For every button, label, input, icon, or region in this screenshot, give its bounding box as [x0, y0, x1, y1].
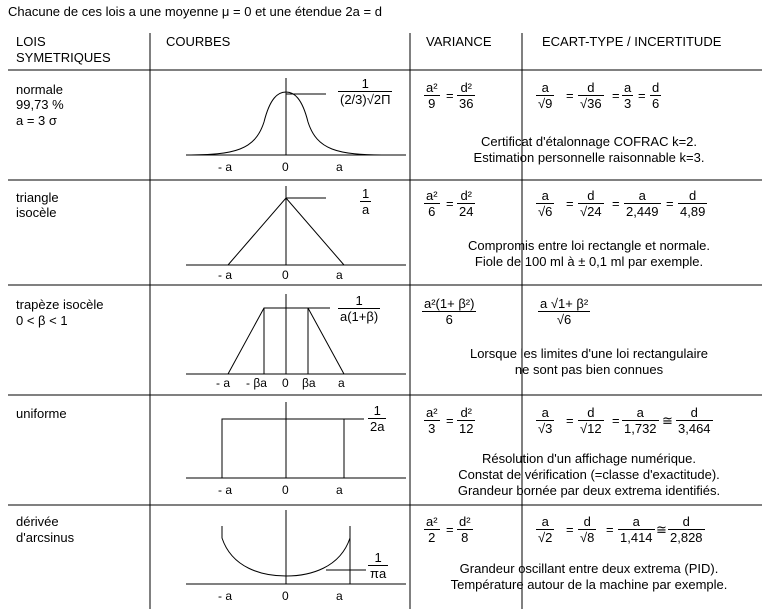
- std-frac: a √1+ β² √6: [540, 296, 589, 327]
- std-frac: a √6: [538, 188, 553, 219]
- tick-beta-a: βa: [302, 376, 316, 390]
- tick-minus-beta-a: - βa: [246, 376, 267, 390]
- variance-frac: d² 8: [459, 514, 471, 545]
- equals-sign: =: [666, 196, 674, 211]
- header-laws-2: SYMETRIQUES: [16, 50, 111, 65]
- equals-sign: =: [446, 196, 454, 211]
- note: Température autour de la machine par exemple.: [450, 577, 728, 592]
- variance-frac: a² 6: [426, 188, 438, 219]
- equals-sign: =: [566, 413, 574, 428]
- law-detail: 99,73 %: [16, 97, 64, 112]
- note: Constat de vérification (=classe d'exactitude).: [458, 467, 720, 482]
- variance-frac: d² 36: [459, 80, 474, 111]
- equals-sign: =: [566, 522, 574, 537]
- std-frac: a 2,449: [626, 188, 659, 219]
- std-frac: d 6: [652, 80, 660, 111]
- note: ne sont pas bien connues: [514, 362, 664, 377]
- equals-sign: =: [446, 413, 454, 428]
- law-detail: isocèle: [16, 205, 57, 220]
- law-name: uniforme: [16, 406, 67, 421]
- tick-zero: 0: [282, 160, 289, 174]
- std-frac: d √36: [580, 80, 602, 111]
- equals-sign: =: [638, 88, 646, 103]
- std-frac: a 1,414: [620, 514, 653, 545]
- std-frac: d 2,828: [670, 514, 703, 545]
- note: Fiole de 100 ml à ± 0,1 ml par exemple.: [474, 254, 704, 269]
- std-frac: a √9: [538, 80, 553, 111]
- tick-zero: 0: [282, 376, 289, 390]
- approx-sign: ≅: [656, 522, 667, 537]
- std-frac: a √3: [538, 405, 553, 436]
- tick-zero: 0: [282, 589, 289, 603]
- peak-value: 1 (2/3)√2Π: [340, 76, 391, 107]
- std-frac: a 1,732: [624, 405, 657, 436]
- law-name: normale: [16, 82, 63, 97]
- variance-frac: a²(1+ β²) 6: [424, 296, 475, 327]
- tick-a: a: [338, 376, 345, 390]
- tick-zero: 0: [282, 483, 289, 497]
- header-variance: VARIANCE: [426, 34, 492, 49]
- std-frac: d √24: [580, 188, 602, 219]
- equals-sign: =: [612, 88, 620, 103]
- tick-a: a: [336, 589, 343, 603]
- equals-sign: =: [612, 196, 620, 211]
- std-frac: d √8: [580, 514, 595, 545]
- peak-value: 1 a: [362, 186, 370, 217]
- header-stddev: ECART-TYPE / INCERTITUDE: [542, 34, 722, 49]
- tick-minus-a: - a: [218, 268, 233, 282]
- header-laws-1: LOIS: [16, 34, 46, 49]
- equals-sign: =: [606, 522, 614, 537]
- law-detail: a = 3 σ: [16, 113, 57, 128]
- peak-value: 1 2a: [370, 403, 385, 434]
- tick-a: a: [336, 268, 343, 282]
- variance-frac: a² 9: [426, 80, 438, 111]
- note: Grandeur bornée par deux extrema identifiés.: [457, 483, 721, 498]
- tick-zero: 0: [282, 268, 289, 282]
- equals-sign: =: [446, 88, 454, 103]
- law-name: trapèze isocèle: [16, 297, 104, 312]
- page-title: Chacune de ces lois a une moyenne μ = 0 et une étendue 2a = d: [8, 4, 382, 19]
- note: Certificat d'étalonnage COFRAC k=2.: [481, 134, 697, 149]
- note: Résolution d'un affichage numérique.: [482, 451, 696, 466]
- std-frac: a 3: [624, 80, 632, 111]
- note: Grandeur oscillant entre deux extrema (PID).: [459, 561, 719, 576]
- tick-a: a: [336, 160, 343, 174]
- variance-frac: a² 3: [426, 405, 438, 436]
- equals-sign: =: [612, 413, 620, 428]
- tick-minus-a: - a: [218, 483, 233, 497]
- equals-sign: =: [566, 88, 574, 103]
- tick-a: a: [336, 483, 343, 497]
- law-name: triangle: [16, 190, 59, 205]
- peak-value: 1 a(1+β): [340, 293, 379, 324]
- equals-sign: =: [566, 196, 574, 211]
- note: Compromis entre loi rectangle et normale.: [467, 238, 711, 253]
- variance-frac: d² 24: [459, 188, 474, 219]
- approx-sign: ≅: [662, 413, 673, 428]
- tick-minus-a: - a: [216, 376, 231, 390]
- tick-minus-a: - a: [218, 589, 233, 603]
- tick-minus-a: - a: [218, 160, 233, 174]
- law-name: dérivée: [16, 514, 59, 529]
- note: Estimation personnelle raisonnable k=3.: [473, 150, 705, 165]
- std-frac: d √12: [580, 405, 602, 436]
- equals-sign: =: [446, 522, 454, 537]
- law-detail: 0 < β < 1: [16, 313, 68, 328]
- variance-frac: a² 2: [426, 514, 438, 545]
- law-detail: d'arcsinus: [16, 530, 75, 545]
- std-frac: d 3,464: [678, 405, 711, 436]
- header-curves: COURBES: [166, 34, 231, 49]
- note: Lorsque les limites d'une loi rectangulaire: [469, 346, 709, 361]
- variance-frac: d² 12: [459, 405, 474, 436]
- std-frac: a √2: [538, 514, 553, 545]
- std-frac: d 4,89: [680, 188, 706, 219]
- peak-value: 1 πa: [370, 550, 387, 581]
